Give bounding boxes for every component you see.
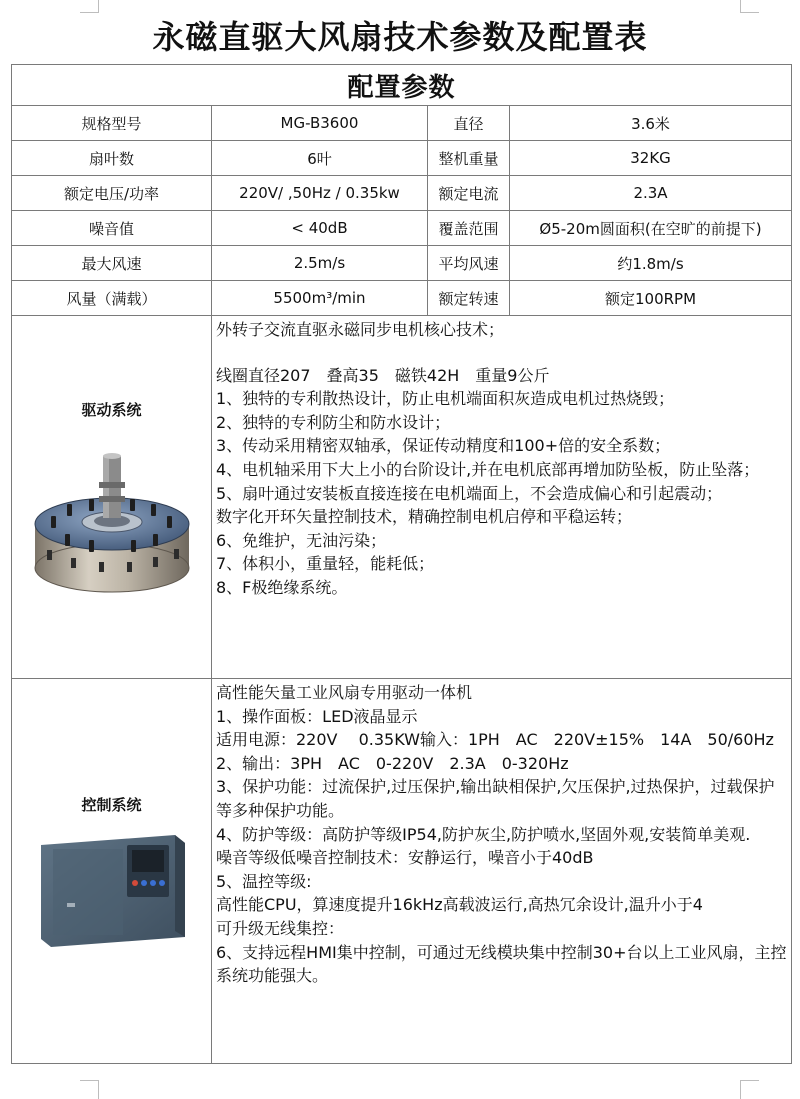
drive-system-row [12, 316, 792, 679]
drive-line: 4、电机轴采用下大上小的台阶设计,并在电机底部再增加防坠板，防止坠落； [216, 459, 760, 479]
control-line: 4、防护等级：高防护等级IP54,防护灰尘,防护喷水,坚固外观,安装简单美观. [216, 824, 751, 844]
spec-value: 额定100RPM [510, 281, 792, 316]
spec-row [12, 281, 792, 316]
spec-label: 额定电压/功率 [12, 176, 212, 211]
spec-row [12, 211, 792, 246]
spec-value: 2.3A [510, 176, 792, 211]
spec-label: 最大风速 [12, 246, 212, 281]
config-header: 配置参数 [12, 65, 792, 106]
spec-row [12, 106, 792, 141]
control-line: 3、保护功能：过流保护,过压保护,输出缺相保护,欠压保护,过热保护，过载保护等多种保护功能。 [216, 777, 775, 820]
page-title: 永磁直驱大风扇技术参数及配置表 [152, 18, 648, 56]
corner-mark-bottom-left [80, 1080, 99, 1099]
spec-value: MG-B3600 [212, 106, 428, 141]
drive-intro: 外转子交流直驱永磁同步电机核心技术； [216, 320, 505, 339]
spec-label: 额定转速 [428, 281, 510, 316]
drive-line: 1、独特的专利散热设计，防止电机端面积灰造成电机过热烧毁； [216, 389, 675, 409]
spec-value: 220V/ ,50Hz / 0.35kw [212, 176, 428, 211]
controller-image [37, 833, 187, 949]
spec-value: 6叶 [212, 141, 428, 176]
spacer [216, 342, 787, 364]
spec-value: Ø5-20m圆面积(在空旷的前提下) [510, 211, 792, 246]
spec-label: 噪音值 [12, 211, 212, 246]
control-line: 6、支持远程HMI集中控制，可通过无线模块集中控制30+台以上工业风扇，主控系统功能强大。 [216, 942, 787, 986]
control-line: 高性能CPU，算速度提升16kHz高载波运行,高热冗余设计,温升小于4 [216, 895, 703, 915]
config-header-row [12, 65, 792, 106]
spec-label: 扇叶数 [12, 141, 212, 176]
control-line: 可升级无线集控： [216, 918, 345, 938]
spec-table [11, 64, 792, 1064]
drive-line: 3、传动采用精密双轴承，保证传动精度和100+倍的安全系数； [216, 436, 671, 456]
control-line: 2、输出：3PH AC 0-220V 2.3A 0-320Hz [216, 753, 569, 773]
spec-value: < 40dB [212, 211, 428, 246]
control-system-content [212, 679, 792, 1064]
control-line: 高性能矢量工业风扇专用驱动一体机 [216, 683, 473, 702]
control-line: 5、温控等级: [216, 871, 312, 891]
spec-value: 2.5m/s [212, 246, 428, 281]
spec-row [12, 176, 792, 211]
spec-value: 32KG [510, 141, 792, 176]
spec-label: 直径 [428, 106, 510, 141]
drive-system-content [212, 316, 792, 679]
drive-line: 8、F极绝缘系统。 [216, 577, 348, 597]
spec-value: 约1.8m/s [510, 246, 792, 281]
corner-mark-bottom-right [740, 1080, 759, 1099]
spec-value: 3.6米 [510, 106, 792, 141]
drive-line: 线圈直径207 叠高35 磁铁42H 重量9公斤 [216, 365, 550, 385]
drive-line: 6、免维护，无油污染； [216, 530, 387, 550]
spec-row [12, 141, 792, 176]
spec-value: 5500m³/min [212, 281, 428, 316]
control-line: 噪音等级低噪音控制技术：安静运行，噪音小于40dB [216, 848, 594, 868]
control-line: 适用电源：220V 0.35KW输入：1PH AC 220V±15% 14A 50/60Hz [216, 730, 774, 750]
control-system-cell [12, 679, 212, 1064]
motor-image [31, 446, 193, 596]
spec-label: 规格型号 [12, 106, 212, 141]
drive-system-label: 驱动系统 [81, 400, 142, 419]
spec-label: 整机重量 [428, 141, 510, 176]
spec-label: 风量（满载） [12, 281, 212, 316]
drive-line: 5、扇叶通过安装板直接连接在电机端面上，不会造成偏心和引起震动； [216, 483, 723, 503]
drive-line: 7、体积小，重量轻，能耗低； [216, 554, 435, 574]
spec-label: 覆盖范围 [428, 211, 510, 246]
spec-label: 额定电流 [428, 176, 510, 211]
spec-row [12, 246, 792, 281]
control-line: 1、操作面板：LED液晶显示 [216, 706, 418, 726]
spec-label: 平均风速 [428, 246, 510, 281]
control-system-row [12, 679, 792, 1064]
drive-line: 2、独特的专利防尘和防水设计； [216, 412, 451, 432]
drive-system-cell [12, 316, 212, 679]
drive-line: 数字化开环矢量控制技术，精确控制电机启停和平稳运转； [216, 507, 633, 527]
control-system-label: 控制系统 [81, 795, 142, 814]
